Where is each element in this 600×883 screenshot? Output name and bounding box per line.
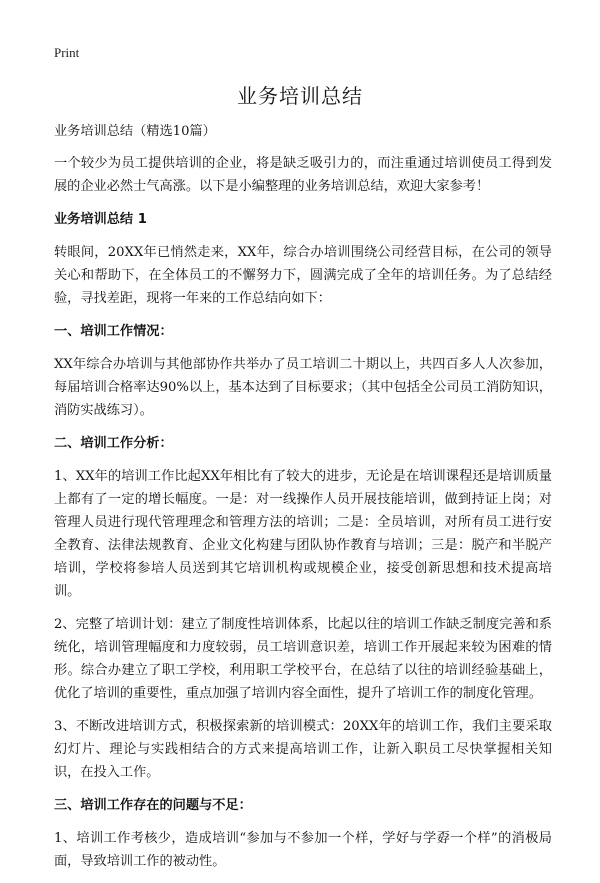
section-heading-1: 业务培训总结 1: [54, 212, 147, 227]
intro-paragraph: 一个较少为员工提供培训的企业，将是缺乏吸引力的，而注重通过培训使员工得到发展的企业必然士气高涨。以下是小编整理的业务培训总结，欢迎大家参考！: [54, 156, 552, 194]
analysis-paragraph-1: 1、XX年的培训工作比起XX年相比有了较大的进步，无论是在培训课程还是培训质量上都有了一定的增长幅度。一是：对一线操作人员开展技能培训，做到持证上岗；对管理人员进行现代管理理念和管理方法的培训；二是：全员培训，对所有员工进行安全教育、法律法规教育、企业文化构建与团队协作教育与培训；三是：脱产和半脱产培训，学校将参培人员送到其它培训机构或规模企业，接受创新思想和技术提高培训。: [54, 469, 552, 599]
heading-problems: 三、培训工作存在的问题与不足：: [54, 798, 252, 813]
page-title: 业务培训总结: [237, 84, 363, 108]
problems-paragraph-1: 1、培训工作考核少，造成培训“参加与不参加一个样，学好与学孬一个样”的消极局面，导致培训工作的被动性。: [54, 831, 552, 869]
section-1-paragraph: 转眼间，20XX年已悄然走来，XX年，综合办培训围绕公司经营目标，在公司的领导关心和帮助下，在全体员工的不懈努力下，圆满完成了全年的培训任务。为了总结经验，寻找差距，现将一年来的工作总结向如下：: [54, 245, 552, 306]
analysis-paragraph-2: 2、完整了培训计划：建立了制度性培训体系，比起以往的培训工作缺乏制度完善和系统化，培训管理幅度和力度较弱，员工培训意识差，培训工作开展起来较为困难的情形。综合办建立了职工学校，利用职工学校平台，在总结了以往的培训经验基础上，优化了培训的重要性，重点加强了培训内容全面性，提升了培训工作的制度化管理。: [54, 617, 552, 701]
training-status-paragraph: XX年综合办培训与其他部协作共举办了员工培训二十期以上，共四百多人人次参加，每届培训合格率达90%以上，基本达到了目标要求；（其中包括全公司员工消防知识，消防实战练习）。: [54, 357, 552, 418]
analysis-paragraph-3: 3、不断改进培训方式，积极探索新的培训模式：20XX年的培训工作，我们主要采取幻灯片、理论与实践相结合的方式来提高培训工作，让新入职员工尽快掌握相关知识，在投入工作。: [54, 719, 552, 780]
heading-training-status: 一、培训工作情况：: [54, 324, 173, 339]
print-link[interactable]: Print: [54, 45, 80, 60]
heading-training-analysis: 二、培训工作分析：: [54, 436, 173, 451]
document-body: [54, 120, 552, 883]
document-subtitle: 业务培训总结（精选10篇）: [54, 124, 216, 139]
